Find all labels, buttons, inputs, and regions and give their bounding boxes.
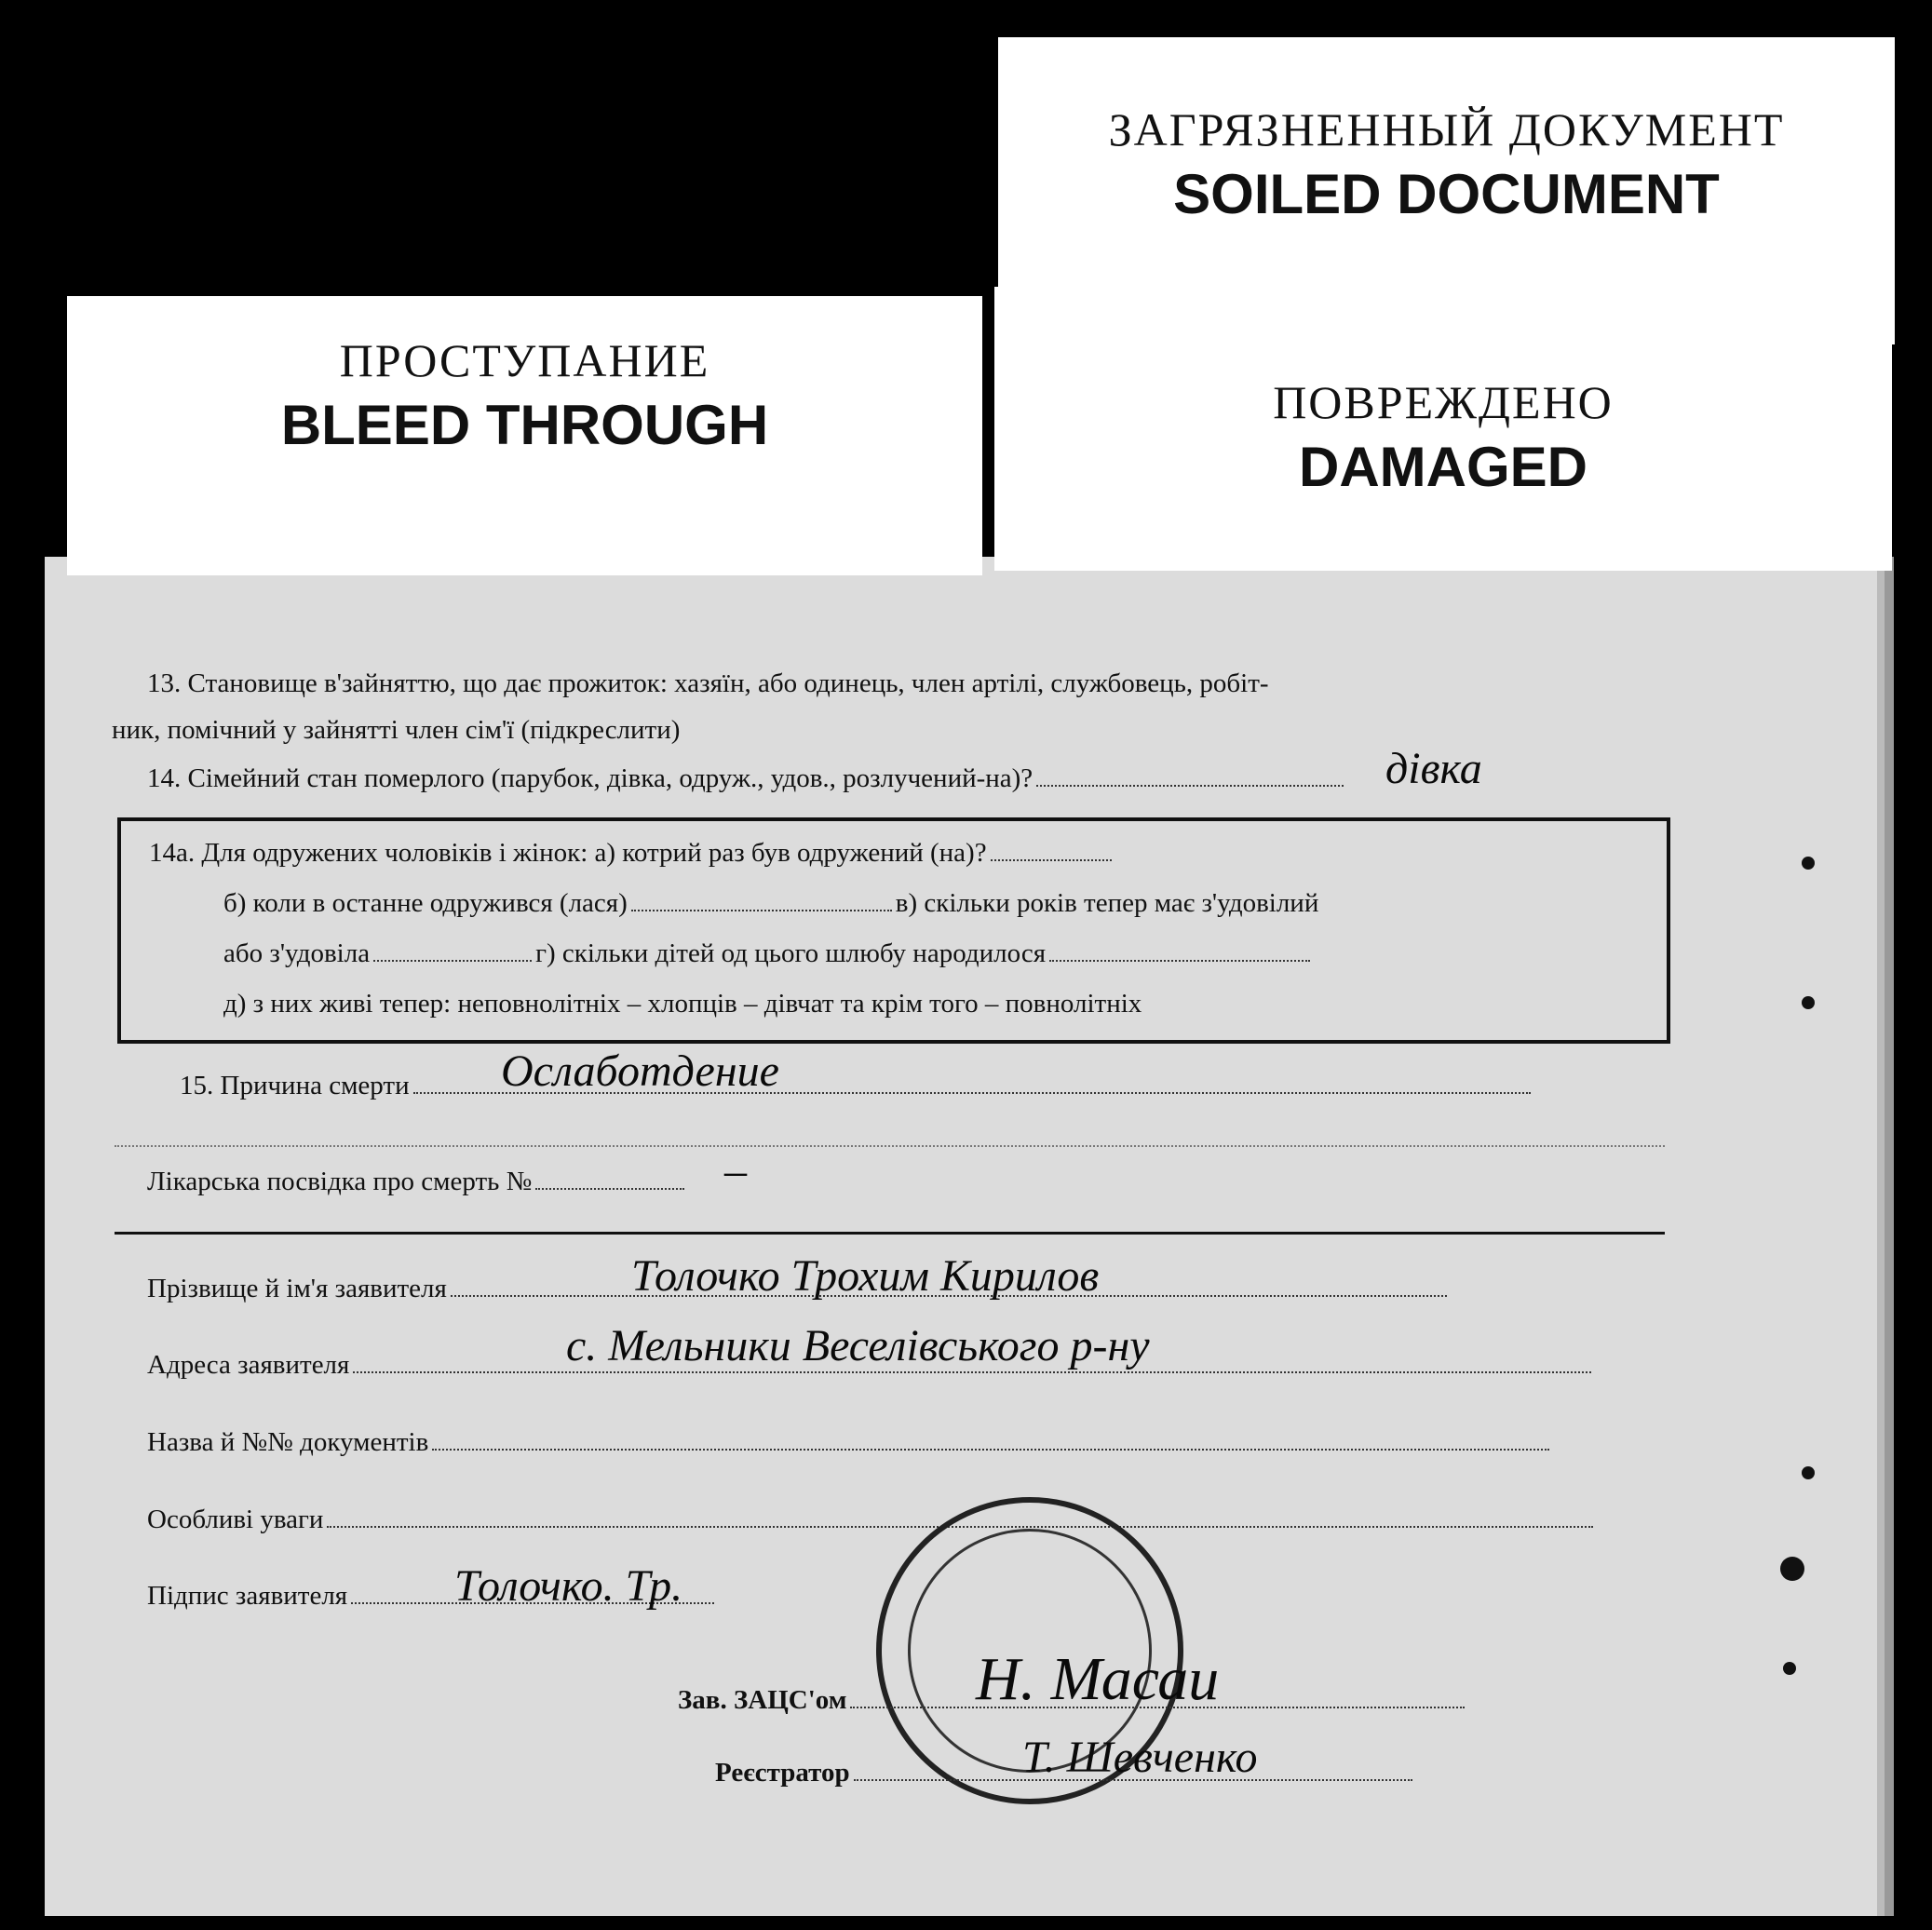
cert-line [147, 1167, 688, 1197]
q14a-label-widow: або з'удовіла [223, 938, 371, 968]
q14-field [1036, 784, 1344, 787]
q14a-label-v: в) скільки років тепер має з'удовілий [895, 888, 1319, 918]
applicant-signature: Толочко. Тр. [454, 1561, 683, 1611]
q14a-field-a [991, 858, 1112, 861]
head-signature: Н. Масаи [976, 1645, 1220, 1713]
q14-label: 14. Сімейний стан померлого (парубок, дівка, одруж., удов., розлучений-на)? [147, 763, 1034, 793]
documents-field [432, 1448, 1549, 1451]
q14a-label-boys: хлопців [647, 989, 737, 1019]
q13-line2: ник, помічний у зайнятті член сім'ї (підкреслити) [112, 715, 681, 745]
section-divider [115, 1232, 1665, 1235]
q14a-field-b [631, 909, 892, 911]
punch-hole [1802, 996, 1815, 1009]
registrar-label: Реєстратор [715, 1758, 850, 1788]
notes-label: Особливі уваги [147, 1505, 324, 1534]
q14a-line2 [223, 888, 1318, 919]
q15-extra-line [115, 1145, 1665, 1147]
signature-label: Підпис заявителя [147, 1581, 348, 1611]
soiled-label-en: SOILED DOCUMENT [1173, 163, 1720, 225]
q14a-field-widow [373, 959, 532, 962]
q14a-dash-minors: – [627, 989, 642, 1019]
q14a-box [117, 817, 1670, 1044]
punch-hole [1783, 1662, 1796, 1675]
damaged-label-en: DAMAGED [1299, 436, 1587, 498]
q14a-line4 [223, 989, 1142, 1019]
q14a-label-adults: повнолітніх [1005, 989, 1142, 1019]
q14a-line3 [223, 938, 1314, 969]
cert-handwritten-value: – [724, 1146, 747, 1195]
q14a-line1 [149, 838, 1115, 869]
applicant-name-label: Прізвище й ім'я заявителя [147, 1274, 447, 1303]
q14a-label-g: г) скільки дітей од цього шлюбу народилося [535, 938, 1047, 968]
q14-line [147, 763, 1347, 794]
q13-line1: 13. Становище в'зайняттю, що дає прожиток: хазяїн, або одинець, член артілі, службовець, робіт- [147, 668, 1269, 698]
q14a-dash-boys: – [744, 989, 758, 1019]
head-label: Зав. ЗАЦС'ом [678, 1685, 847, 1715]
cert-field [535, 1187, 684, 1190]
registrar-signature: Т. Шевченко [1022, 1733, 1258, 1782]
documents-line [147, 1427, 1553, 1458]
applicant-address-value: с. Мельники Веселівського р-ну [566, 1321, 1150, 1370]
damaged-label-ru: ПОВРЕЖДЕНО [1273, 376, 1614, 428]
q15-handwritten-value: Ослаботдение [501, 1046, 779, 1096]
death-record-form [45, 557, 1877, 1916]
q15-line [180, 1071, 1534, 1101]
bleed-label-en: BLEED THROUGH [280, 394, 769, 456]
bleed-label-ru: ПРОСТУПАНИЕ [339, 334, 710, 386]
damaged-label [994, 287, 1892, 571]
q14a-label-d: д) з них живі тепер: неповнолітніх [223, 989, 621, 1019]
q14-handwritten-value: дівка [1385, 744, 1482, 793]
q14a-field-g [1049, 959, 1310, 962]
punch-hole [1802, 1466, 1815, 1479]
q15-label: 15. Причина смерти [180, 1071, 410, 1100]
punch-hole [1802, 857, 1815, 870]
applicant-address-label: Адреса заявителя [147, 1350, 350, 1380]
soiled-label-ru: ЗАГРЯЗНЕННЫЙ ДОКУМЕНТ [1108, 103, 1785, 155]
q14a-label-b: б) коли в останне одружився (лася) [223, 888, 628, 918]
q14a-label-a: 14а. Для одружених чоловіків і жінок: а) котрий раз був одружений (на)? [149, 838, 987, 868]
q14a-dash-adults: – [984, 989, 999, 1019]
punch-hole [1780, 1557, 1804, 1581]
applicant-name-value: Толочко Трохим Кирилов [631, 1251, 1100, 1301]
cert-label: Лікарська посвідка про смерть № [147, 1167, 533, 1196]
q14a-label-girls: дівчат та крім того [763, 989, 979, 1019]
bleed-through-label [67, 296, 982, 575]
notes-line [147, 1505, 1597, 1535]
documents-label: Назва й №№ документів [147, 1427, 429, 1457]
